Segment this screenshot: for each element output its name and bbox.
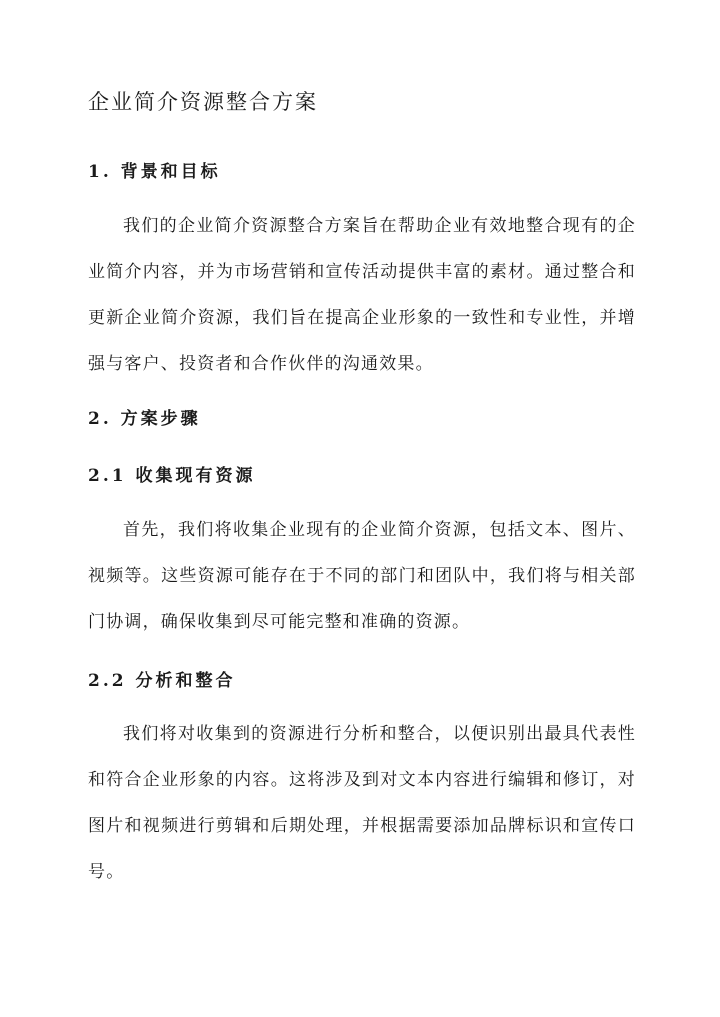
- section-paragraph-analyze: 我们将对收集到的资源进行分析和整合，以便识别出最具代表性和符合企业形象的内容。这将涉及到对文本内容进行编辑和修订，对图片和视频进行剪辑和后期处理，并根据需要添加品牌标识和宣传口号。: [88, 724, 636, 882]
- section-paragraph-collect: 首先，我们将收集企业现有的企业简介资源，包括文本、图片、视频等。这些资源可能存在于不同的部门和团队中，我们将与相关部门协调，确保收集到尽可能完整和准确的资源。: [88, 520, 636, 632]
- document-title: 企业简介资源整合方案: [88, 90, 318, 114]
- section-heading-steps: 2. 方案步骤: [88, 409, 201, 429]
- section-paragraph-background: 我们的企业简介资源整合方案旨在帮助企业有效地整合现有的企业简介内容，并为市场营销和宣传活动提供丰富的素材。通过整合和更新企业简介资源，我们旨在提高企业形象的一致性和专业性，并增强与客户、投资者和合作伙伴的沟通效果。: [88, 216, 636, 374]
- section-heading-background: 1. 背景和目标: [88, 162, 221, 182]
- section-heading-collect: 2.1 收集现有资源: [88, 466, 256, 486]
- section-heading-analyze: 2.2 分析和整合: [88, 671, 236, 691]
